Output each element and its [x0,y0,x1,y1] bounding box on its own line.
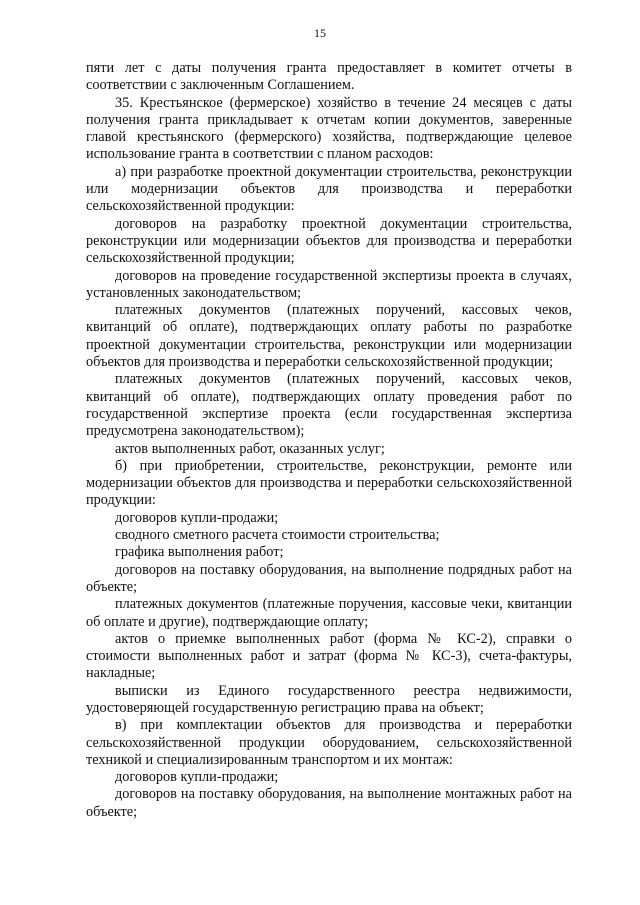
paragraph: сводного сметного расчета стоимости строительства; [115,527,440,544]
paragraph: платежных документов (платежных поручений, кассовых чеков, квитанций об оплате), подтверждающих оплату проведения работ по государственной экспертизе проекта (если государственная экспертиза предусмотрена законодательством); [86,371,572,440]
paragraph: договоров купли-продажи; [115,509,279,526]
paragraph: договоров на разработку проектной документации строительства, реконструкции или модернизации объектов для производства и переработки сельскохозяйственной продукции; [86,215,572,267]
paragraph: 35. Крестьянское (фермерское) хозяйство в течение 24 месяцев с даты получения гранта прикладывает к отчетам копии документов, заверенные главой крестьянского (фермерского) хозяйства, подтверждающие целевое использование гранта в соответствии с планом расходов: [86,94,572,163]
paragraph: договоров на поставку оборудования, на выполнение монтажных работ на объекте; [86,786,572,820]
paragraph: договоров на поставку оборудования, на выполнение подрядных работ на объекте; [86,561,572,595]
document-body [86,60,572,821]
paragraph: договоров купли-продажи; [115,769,279,786]
paragraph: графика выполнения работ; [115,544,284,561]
paragraph: выписки из Единого государственного реестра недвижимости, удостоверяющей государственную регистрацию права на объект; [86,682,572,716]
paragraph: платежных документов (платежных поручений, кассовых чеков, квитанций об оплате), подтверждающих оплату работы по разработке проектной документации строительства, реконструкции или модернизации объектов для производства и переработки сельскохозяйственной продукции; [86,302,572,371]
paragraph: б) при приобретении, строительстве, реконструкции, ремонте или модернизации объектов для производства и переработки сельскохозяйственной продукции: [86,457,572,509]
paragraph: актов о приемке выполненных работ (форма № КС-2), справки о стоимости выполненных работ и затрат (форма № КС-3), счета-фактуры, накладные; [86,630,572,682]
paragraph: актов выполненных работ, оказанных услуг; [115,440,385,457]
paragraph: а) при разработке проектной документации строительства, реконструкции или модернизации объектов для производства и переработки сельскохозяйственной продукции: [86,163,572,215]
paragraph: в) при комплектации объектов для производства и переработки сельскохозяйственной продукции оборудованием, сельскохозяйственной техникой и специализированным транспортом и их монтаж: [86,717,572,768]
paragraph: платежных документов (платежные поручения, кассовые чеки, квитанции об оплате и другие), подтверждающие оплату; [86,596,572,630]
paragraph: пяти лет с даты получения гранта предоставляет в комитет отчеты в соответствии с заключенным Соглашением. [86,60,572,94]
page-number: 15 [314,26,326,40]
paragraph: договоров на проведение государственной экспертизы проекта в случаях, установленных законодательством; [86,267,572,301]
